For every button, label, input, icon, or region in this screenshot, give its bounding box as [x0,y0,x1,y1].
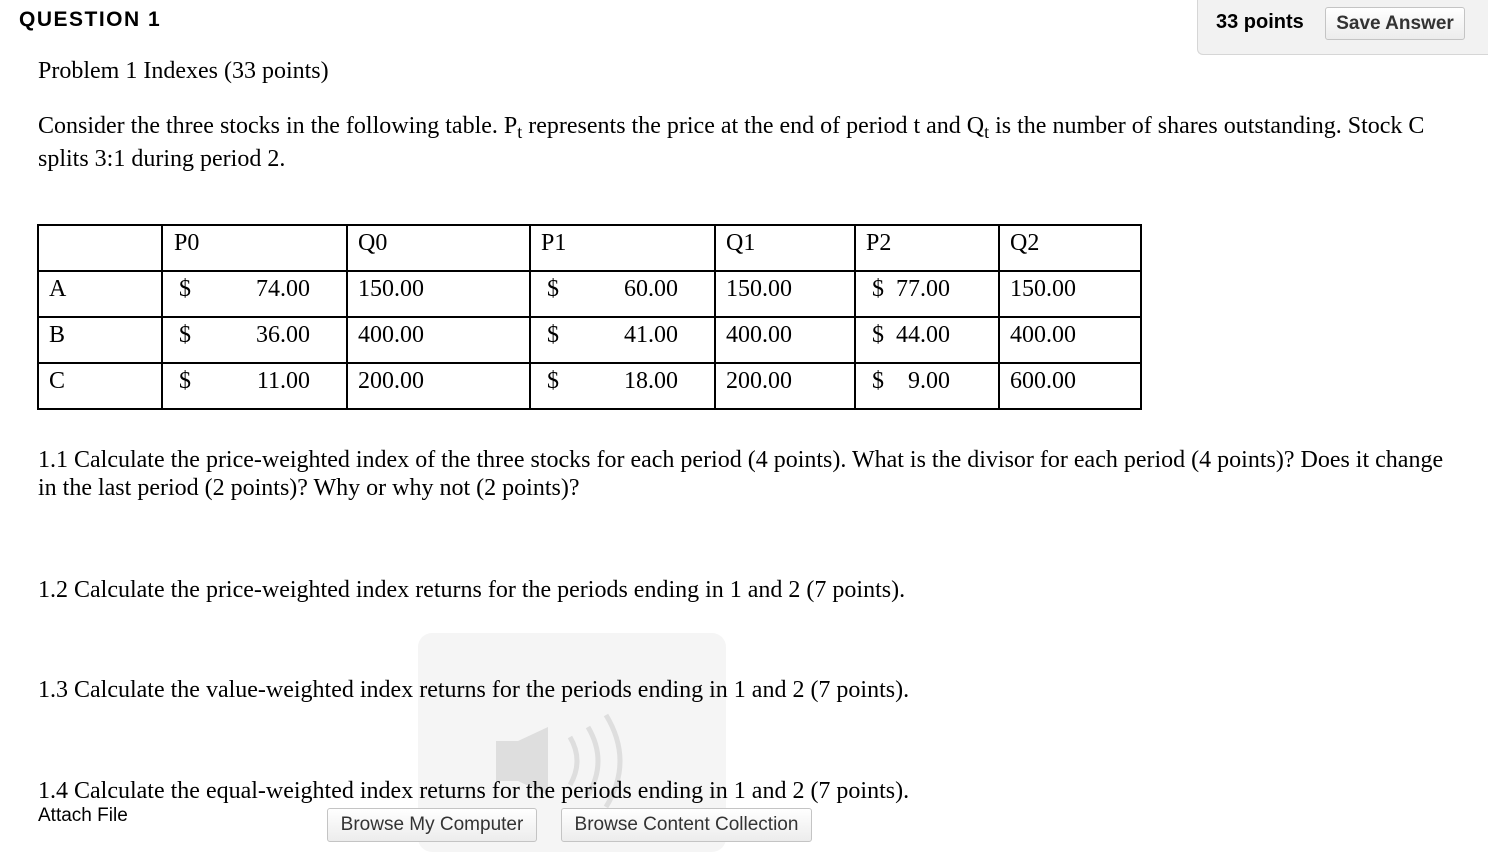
cell-value: $ 44.00 [872,322,950,348]
cell-q0: 150.00 [347,271,530,317]
question-1-3: 1.3 Calculate the value-weighted index returns for the periods ending in 1 and 2 (7 points). [38,677,910,703]
header-p0: P0 [174,230,200,256]
cell-p1 [530,317,715,363]
row-label: C [38,363,162,409]
save-answer-button[interactable]: Save Answer [1325,7,1465,40]
header-cell: P2 [855,225,999,271]
row-label: A [38,271,162,317]
currency-symbol: $ [179,276,191,302]
question-1-2: 1.2 Calculate the price-weighted index returns for the periods ending in 1 and 2 (7 points). [38,577,906,603]
table-header-row [38,225,1141,271]
question-1-1: 1.1 Calculate the price-weighted index of the three stocks for each period (4 points). What is the divisor for each period (4 points)? Does it change in the last period (2 points)? Why or why not (2 points)? [38,447,1444,501]
currency-symbol: $ [179,322,191,348]
stock-table [37,224,1142,410]
cell-value: 36.00 [256,322,310,348]
intro-sub-1: t [517,122,523,142]
currency-symbol: $ [547,276,559,302]
cell-p2 [855,317,999,363]
cell-p2 [855,363,999,409]
browse-my-computer-button[interactable]: Browse My Computer [327,808,537,842]
points-label: 33 points [1216,11,1304,33]
header-cell: Q2 [999,225,1141,271]
header-cell [38,225,162,271]
cell-value: $ 9.00 [872,368,950,394]
intro-text-3: is the number of shares outstanding. Stock C splits 3:1 during period 2. [38,113,1425,172]
cell-q2: 150.00 [999,271,1141,317]
currency-symbol: $ [179,368,191,394]
cell-q1: 400.00 [715,317,855,363]
cell-value: $ 77.00 [872,276,950,302]
row-label: B [38,317,162,363]
browse-content-collection-button[interactable]: Browse Content Collection [561,808,812,842]
intro-text-1: Consider the three stocks in the following table. P [38,113,518,139]
question-1-4: 1.4 Calculate the equal-weighted index returns for the periods ending in 1 and 2 (7 points). [38,778,910,804]
header-cell: Q0 [347,225,530,271]
problem-title: Problem 1 Indexes (33 points) [38,58,329,84]
cell-p1 [530,271,715,317]
cell-p1 [530,363,715,409]
intro-sub-2: t [984,122,990,142]
question-header: QUESTION 1 [19,8,162,31]
cell-value: 41.00 [624,322,678,348]
cell-value: 74.00 [256,276,310,302]
cell-q1: 150.00 [715,271,855,317]
cell-p0 [162,271,347,317]
points-box [1197,0,1488,55]
cell-q0: 200.00 [347,363,530,409]
cell-value: 11.00 [256,368,310,394]
cell-q2: 400.00 [999,317,1141,363]
cell-q1: 200.00 [715,363,855,409]
cell-q2: 600.00 [999,363,1141,409]
intro-text-2: represents the price at the end of period t and Q [522,113,985,139]
table-row [38,317,1141,363]
currency-symbol: $ [547,368,559,394]
header-cell: Q1 [715,225,855,271]
table-row [38,363,1141,409]
header-cell: P1 [530,225,715,271]
cell-value: 60.00 [624,276,678,302]
cell-p0 [162,317,347,363]
table-row [38,271,1141,317]
cell-value: 18.00 [624,368,678,394]
currency-symbol: $ [547,322,559,348]
cell-q0: 400.00 [347,317,530,363]
header-cell [162,225,347,271]
cell-p2 [855,271,999,317]
intro-paragraph [38,110,1468,176]
attach-file-label: Attach File [38,805,128,826]
cell-p0 [162,363,347,409]
